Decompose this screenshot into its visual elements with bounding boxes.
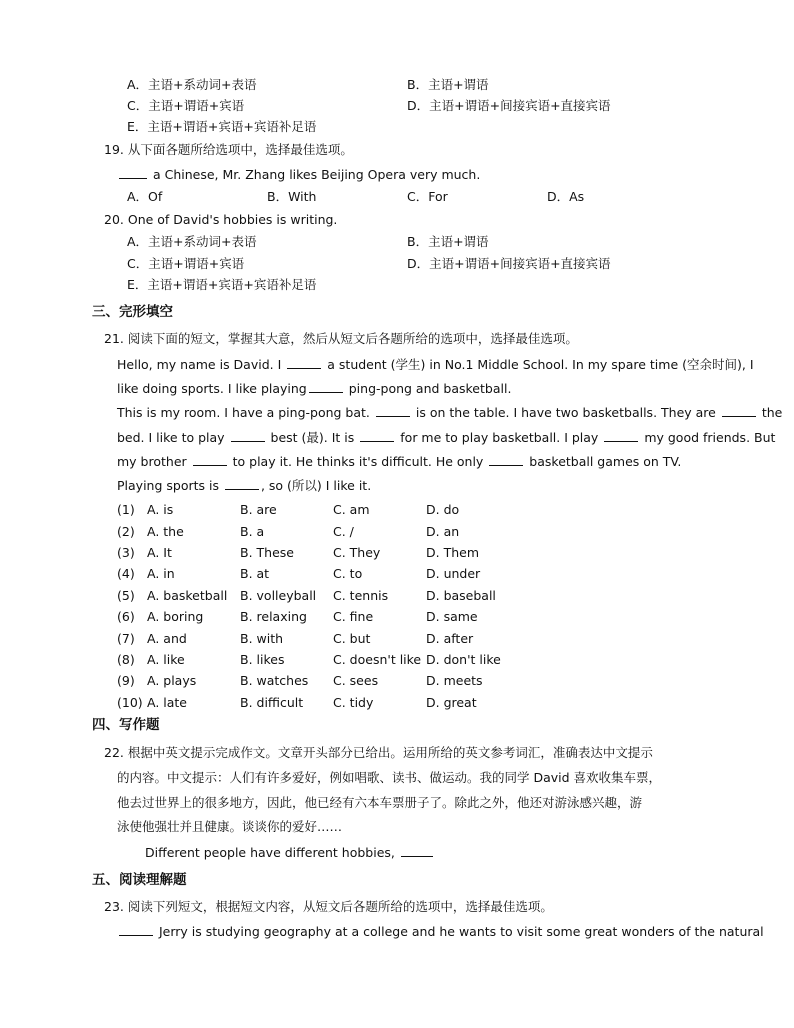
cloze-option-c: C. /: [333, 523, 354, 539]
section-title-writing: 四、写作题: [92, 717, 160, 733]
cloze-item-number: (8): [117, 651, 135, 667]
q20-option-c: C．主语+谓语+宾语: [127, 256, 245, 271]
q18-option-b: B．主语+谓语: [407, 77, 489, 92]
q23-stem: 23. 阅读下列短文，根据短文内容，从短文后各题所给的选项中，选择最佳选项。: [104, 899, 553, 914]
cloze-option-row: [117, 606, 519, 627]
q19-sentence: a Chinese, Mr. Zhang likes Beijing Opera very much.: [117, 166, 480, 183]
q19-option-d: D．As: [547, 189, 585, 204]
cloze-option-b: B. likes: [240, 651, 285, 667]
cloze-option-a: A. like: [147, 651, 185, 667]
q20-option-e: E．主语+谓语+宾语+宾语补足语: [127, 277, 317, 292]
cloze-option-row: [117, 649, 519, 670]
cloze-option-d: D. an: [426, 523, 460, 539]
q21-stem: 21. 阅读下面的短文，掌握其大意，然后从短文后各题所给的选项中，选择最佳选项。: [104, 331, 578, 346]
blank: [119, 166, 147, 179]
q22-line-3: 他去过世界上的很多地方，因此，他已经有六本车票册子了。除此之外，他还对游泳感兴趣，游: [117, 795, 643, 810]
q20-stem: 20. One of David's hobbies is writing.: [104, 212, 338, 227]
cloze-option-a: A. late: [147, 694, 188, 710]
q18-option-a: A．主语+系动词+表语: [127, 77, 257, 92]
blank-3: [376, 404, 410, 417]
q23-passage-line: Jerry is studying geography at a college and he wants to visit some great wonders of the natural: [117, 923, 764, 940]
section-title-cloze: 三、完形填空: [92, 304, 173, 320]
cloze-option-c: C. sees: [333, 673, 379, 689]
q22-line-1: 22. 根据中英文提示完成作文。文章开头部分已给出。运用所给的英文参考词汇，准确表达中文提示: [104, 745, 653, 760]
q19-option-a: A．Of: [127, 189, 163, 204]
cloze-option-b: B. volleyball: [240, 587, 317, 603]
blank-1: [287, 356, 321, 369]
cloze-item-number: (5): [117, 587, 135, 603]
cloze-option-b: B. relaxing: [240, 609, 307, 625]
cloze-option-a: A. boring: [147, 609, 204, 625]
blank-4: [722, 404, 756, 417]
cloze-option-a: A. the: [147, 523, 184, 539]
cloze-option-c: C. to: [333, 566, 363, 582]
blank: [119, 923, 153, 936]
passage-line-3: This is my room. I have a ping-pong bat. is on the table. I have two basketballs. They are the: [117, 405, 783, 420]
cloze-option-d: D. meets: [426, 673, 483, 689]
q22-line-2: 的内容。中文提示：人们有许多爱好，例如唱歌、读书、做运动。我的同学 David 喜欢收集车票，: [117, 770, 662, 785]
cloze-option-a: A. It: [147, 544, 172, 560]
cloze-option-d: D. same: [426, 609, 478, 625]
cloze-option-c: C. fine: [333, 609, 374, 625]
cloze-option-d: D. great: [426, 694, 477, 710]
cloze-options-table: [117, 499, 519, 713]
cloze-option-d: D. baseball: [426, 587, 496, 603]
q19-option-b: B．With: [267, 189, 317, 204]
passage-line-1: Hello, my name is David. I a student (学生) in No.1 Middle School. In my spare time (空余时间), I: [117, 357, 754, 372]
cloze-option-b: B. at: [240, 566, 270, 582]
cloze-option-b: B. a: [240, 523, 265, 539]
q22-line-4: 泳使他强壮并且健康。谈谈你的爱好……: [117, 819, 343, 834]
cloze-option-a: A. is: [147, 502, 174, 518]
cloze-option-c: C. tidy: [333, 694, 374, 710]
cloze-option-d: D. do: [426, 502, 460, 518]
q20-option-a: A．主语+系动词+表语: [127, 234, 257, 249]
cloze-item-number: (7): [117, 630, 135, 646]
blank-2: [309, 380, 343, 393]
cloze-option-c: C. tennis: [333, 587, 389, 603]
q22-start-sentence: Different people have different hobbies,: [145, 844, 435, 861]
q19-stem: 19. 从下面各题所给选项中，选择最佳选项。: [104, 142, 353, 157]
cloze-option-b: B. with: [240, 630, 284, 646]
blank-10: [225, 477, 259, 490]
q18-option-e: E．主语+谓语+宾语+宾语补足语: [127, 119, 317, 134]
cloze-item-number: (1): [117, 502, 135, 518]
cloze-option-c: C. am: [333, 502, 370, 518]
cloze-option-a: A. basketball: [147, 587, 228, 603]
cloze-option-row: [117, 563, 519, 584]
cloze-option-d: D. Them: [426, 544, 479, 560]
cloze-option-row: [117, 520, 519, 541]
blank-9: [489, 453, 523, 466]
cloze-option-b: B. These: [240, 544, 294, 560]
passage-line-5: my brother to play it. He thinks it's difficult. He only basketball games on TV.: [117, 454, 682, 469]
blank: [401, 844, 433, 857]
cloze-option-b: B. watches: [240, 673, 309, 689]
q20-option-b: B．主语+谓语: [407, 234, 489, 249]
cloze-item-number: (3): [117, 544, 135, 560]
passage-line-4: bed. I like to play best (最). It is for me to play basketball. I play my good friends. But: [117, 430, 776, 445]
cloze-option-c: C. They: [333, 544, 381, 560]
q20-option-d: D．主语+谓语+间接宾语+直接宾语: [407, 256, 611, 271]
section-title-reading: 五、阅读理解题: [92, 872, 187, 888]
cloze-item-number: (6): [117, 609, 135, 625]
cloze-option-c: C. doesn't like: [333, 651, 422, 667]
cloze-item-number: (9): [117, 673, 135, 689]
blank-8: [193, 453, 227, 466]
cloze-option-row: [117, 670, 519, 691]
cloze-option-a: A. and: [147, 630, 187, 646]
blank-7: [604, 429, 638, 442]
blank-5: [231, 429, 265, 442]
cloze-option-a: A. in: [147, 566, 175, 582]
cloze-item-number: (10): [117, 694, 143, 710]
passage-line-6: Playing sports is , so (所以) I like it.: [117, 478, 372, 493]
cloze-option-d: D. after: [426, 630, 474, 646]
q18-option-c: C．主语+谓语+宾语: [127, 98, 245, 113]
cloze-option-b: B. difficult: [240, 694, 304, 710]
cloze-item-number: (2): [117, 523, 135, 539]
cloze-option-b: B. are: [240, 502, 277, 518]
cloze-option-a: A. plays: [147, 673, 197, 689]
blank-6: [360, 429, 394, 442]
cloze-option-row: [117, 585, 519, 606]
q19-option-c: C．For: [407, 189, 448, 204]
cloze-option-c: C. but: [333, 630, 371, 646]
cloze-option-row: [117, 542, 519, 563]
cloze-option-d: D. don't like: [426, 651, 501, 667]
cloze-item-number: (4): [117, 566, 135, 582]
q18-option-d: D．主语+谓语+间接宾语+直接宾语: [407, 98, 611, 113]
cloze-option-d: D. under: [426, 566, 481, 582]
cloze-option-row: [117, 692, 519, 713]
passage-line-2: like doing sports. I like playing ping-pong and basketball.: [117, 381, 512, 396]
cloze-option-row: [117, 499, 519, 520]
cloze-option-row: [117, 627, 519, 648]
